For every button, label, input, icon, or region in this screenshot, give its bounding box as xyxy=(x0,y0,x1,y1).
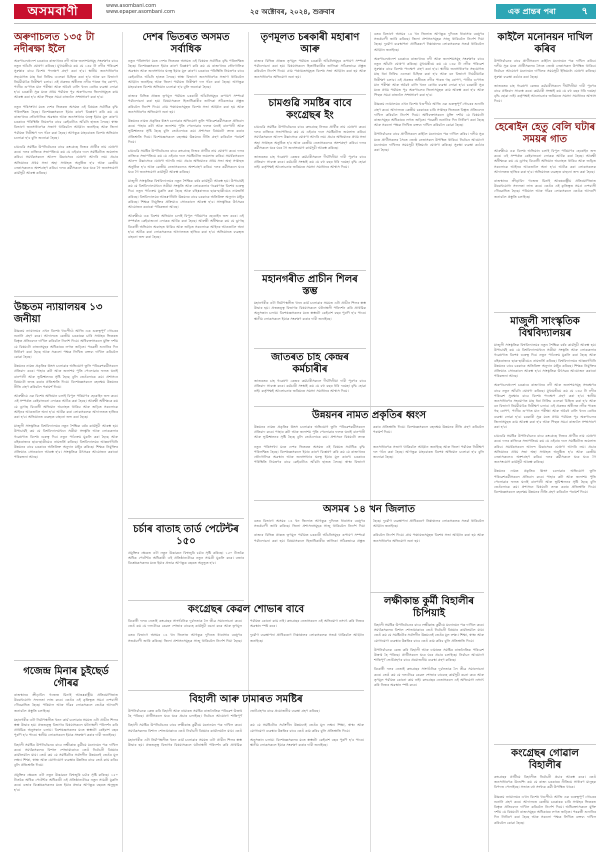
article-lakshmikanta xyxy=(374,596,484,692)
headline[interactable]: বিহালী আৰু ঢামাৰত সমষ্টিৰ xyxy=(189,694,303,705)
epaper-link[interactable]: www.epaper.asombani.com xyxy=(106,9,175,15)
article-body: আৰক্ষীয়ে এক বিশেষ অভিযান চলাই বিপুল পৰিমাণৰ হেৰোইন জব্দ কৰে। এই সম্পৰ্কত কেইবাজনো লোকক আটক কৰা হৈছে। আৰক্ষী অধীক্ষকে কয় যে ড্ৰাগছ বিৰোধী অভিযান অব্যাহত থাকিব আৰু জড়িত সকলোকে আইনৰ আওতালৈ অনা হ'ব। আটক কৰা লোকসকলক আদালতত হাজিৰ কৰা হ'ব। অভিযানত ব্যৱহৃত বাহনো জব্দ কৰা হৈছে। xyxy=(128,214,244,240)
headline[interactable]: চৰ্চাৰ বাতাহ তাৰ্ড পেটেন্টৰ ১৫০ xyxy=(133,524,239,547)
article-body: উন্নয়নৰ নামত প্ৰকৃতিৰ ধ্বংস চলোৱাৰ অভিযোগ তুলি পৰিৱেশকৰ্মীসকলে প্ৰতিবাদ কৰে। পাহাৰ কটা আৰু জলাশয় পুতি পেলোৱাৰ ফলত ঘনাই বানপানী আৰু ভূমিস্খলনৰ সৃষ্টি হৈছে বুলি তেওঁলোকে কয়। প্ৰশাসনে বিষয়টো তদন্ত কৰাৰ প্ৰতিশ্ৰুতি দিয়ে। বিশেষজ্ঞসকলে বহনক্ষম উন্নয়নৰ নীতি গ্ৰহণ কৰিবলৈ পৰামৰ্শ দিয়ে। xyxy=(128,119,244,144)
article-body: জাতৰতৰ চাহ গৱেষণা কেন্দ্ৰৰ কৰ্মচাৰীসকলে দীৰ্ঘদিনীয়া দাবী পূৰণৰ বাবে প্ৰতিবাদ সাব্যস্ত কৰে। কৰ্মচাৰী সংস্থাই কয় যে বহু বছৰ ধৰি দৰমহা বৃদ্ধি হোৱা নাই। কৰ্তৃপক্ষই আলোচনাৰ জৰিয়তে সমস্যা সমাধানৰ আশ্বাস দিয়ে। xyxy=(254,155,366,170)
article-heroin xyxy=(494,122,596,204)
divider xyxy=(254,348,366,349)
article-body: মাজুলী সাংস্কৃতিক বিশ্ববিদ্যালয়ৰ নতুন শৈক্ষিক বৰ্ষৰ কাৰ্যসূচী আৰম্ভ হয়। উপাচাৰ্যই কয় যে বিশ্ববিদ্যালয়খনে সত্ৰীয়া সংস্কৃতি আৰু লোককলাৰ গৱেষণাত বিশেষ গুৰুত্ব দিব। নতুন পাঠ্যক্ৰম মুকলি কৰা হৈছে আৰু বহিঃৰাজ্যৰ ছাত্ৰ-ছাত্ৰীয়েও নামভৰ্তি কৰিছে। বিশ্ববিদ্যালয়ৰ আন্তঃগাঁথনি উন্নয়নৰ বাবে চৰকাৰে অতিৰিক্ত অনুদান মঞ্জুৰ কৰিছে। শিক্ষক নিযুক্তিৰ প্ৰক্ৰিয়াও সোনকালে আৰম্ভ হ'ব। সাংস্কৃতিক উৎসৱৰ আয়োজন কৰাৰো পৰিকল্পনা আছে। xyxy=(14,424,118,460)
article-body: প্ৰযুক্তিৰ ক্ষেত্ৰত এটা নতুন উদ্ভাৱনে বিশ্বজুৰি চৰ্চাৰ সৃষ্টি কৰিছে। ১৫০ টাতকৈ অধিক পেটেন্টৰ অধিকাৰী এই প্ৰতিষ্ঠানটোৱে নতুন সামগ্ৰী মুকলি কৰে। বজাৰ বিশ্লেষকসকলৰ মতে ইয়াৰ প্ৰভাৱ আগন্তুক বছৰত অনুভূত হ'ব। xyxy=(14,772,118,793)
headline[interactable]: মাজুলী সাংস্কৃতিক বিশ্ববিদ্যালয়ৰ xyxy=(510,316,580,339)
article-trinamool xyxy=(254,32,366,84)
article-body: মাজুলী সাংস্কৃতিক বিশ্ববিদ্যালয়ৰ নতুন শৈক্ষিক বৰ্ষৰ কাৰ্যসূচী আৰম্ভ হয়। উপাচাৰ্যই কয় যে বিশ্ববিদ্যালয়খনে সত্ৰীয়া সংস্কৃতি আৰু লোককলাৰ গৱেষণাত বিশেষ গুৰুত্ব দিব। নতুন পাঠ্যক্ৰম মুকলি কৰা হৈছে আৰু বহিঃৰাজ্যৰ ছাত্ৰ-ছাত্ৰীয়েও নামভৰ্তি কৰিছে। বিশ্ববিদ্যালয়ৰ আন্তঃগাঁথনি উন্নয়নৰ বাবে চৰকাৰে অতিৰিক্ত অনুদান মঞ্জুৰ কৰিছে। শিক্ষক নিযুক্তিৰ প্ৰক্ৰিয়াও সোনকালে আৰম্ভ হ'ব। সাংস্কৃতিক উৎসৱৰ আয়োজন কৰাৰো পৰিকল্পনা আছে। xyxy=(128,179,244,210)
article-body: উচ্চতম ন্যায়ালয়ৰ এখন বিশেষ খণ্ডপীঠে আজি এক গুৰুত্বপূৰ্ণ গোচৰৰ শুনানি গ্ৰহণ কৰে। আদালতে কেন্দ্ৰীয় চৰকাৰক চাৰি সপ্তাহৰ ভিতৰত বিস্তৃত প্ৰতিবেদন দাখিল কৰিবলৈ নিৰ্দেশ দিয়ে। অধিবক্তাসকলে যুক্তি দৰ্শায় যে বিষয়টো ৰাজ্যসমূহৰ অধিকাৰৰ লগত জড়িত। পৰৱৰ্তী শুনানিৰ দিন নিৰ্ধাৰণ কৰা হৈছে আৰু সকলো পক্ষক লিখিত বক্তব্য দাখিল কৰিবলৈ কোৱা হৈছে। xyxy=(494,794,596,825)
article-body: বতৰ বিভাগে অসমৰ ১৪ খন জিলাত আগন্তুক দুদিনত ধাৰাসাৰ বৰষুণৰ সতৰ্কবাণী জাৰি কৰিছে। জিলা প্ৰশাসনসমূহক সাজু থাকিবলৈ নিৰ্দেশ দিয়া হৈছে। দুৰ্যোগ ব্যৱস্থাপনা প্ৰাধিকৰণে নিম্নাঞ্চলৰ লোকসকলক সতৰ্ক থাকিবলৈ আহ্বান জনাইছে। xyxy=(374,32,484,52)
divider xyxy=(254,500,484,501)
article-body: ৰাজ্যৰ বিভিন্ন প্ৰান্তত তৃণমূল পৰ্যায়ত চৰকাৰী আঁচনিসমূহৰ ৰূপায়ণ সম্পৰ্কে পৰ্যালোচনা কৰা হয়। বিষয়াসকলে হিতাধিকাৰীৰ তালিকা সঠিকভাৱে প্ৰস্তুত কৰিবলৈ নিৰ্দেশ দিয়ে। গ্ৰাম পঞ্চায়তসমূহত বিশেষ সভা আহ্বান কৰা হয় আৰু জনসাধাৰণৰ অভিযোগ শুনা হয়। xyxy=(128,94,244,114)
headline[interactable]: অসমৰ ১৪ খন জিলাত xyxy=(322,504,416,515)
headline[interactable]: উচ্চতম ন্যায়ালয়ৰ ১৩ জনীয়া xyxy=(14,302,103,325)
article-body: উচ্চতম ন্যায়ালয়ৰ এখন বিশেষ খণ্ডপীঠে আজি এক গুৰুত্বপূৰ্ণ গোচৰৰ শুনানি গ্ৰহণ কৰে। আদালতে কেন্দ্ৰীয় চৰকাৰক চাৰি সপ্তাহৰ ভিতৰত বিস্তৃত প্ৰতিবেদন দাখিল কৰিবলৈ নিৰ্দেশ দিয়ে। অধিবক্তাসকলে যুক্তি দৰ্শায় যে বিষয়টো ৰাজ্যসমূহৰ অধিকাৰৰ লগত জড়িত। পৰৱৰ্তী শুনানিৰ দিন নিৰ্ধাৰণ কৰা হৈছে আৰু সকলো পক্ষক লিখিত বক্তব্য দাখিল কৰিবলৈ কোৱা হৈছে। xyxy=(14,329,118,360)
website-link[interactable]: www.asombani.com xyxy=(106,3,157,9)
article-stone-pillar xyxy=(254,274,366,326)
article-nature-destruction xyxy=(254,410,484,469)
article-body: চামগুৱি সমষ্টিৰ উপনিৰ্বাচনৰ বাবে কংগ্ৰেছে নিজৰ প্ৰাৰ্থীৰ নাম ঘোষণা কৰে। দলৰ ৰাজ্যিক সভাপতিয়ে কয় যে এইবাৰ দলে সমষ্টিটোত জয়লাভ কৰিব। সমৰ্থকসকলে আনন্দ উল্লাসেৰে ঘোষণা আদৰি লয়। প্ৰচাৰ অভিযানৰ প্ৰথম সভা অহা সপ্তাহত অনুষ্ঠিত হ'ব আৰু কেন্দ্ৰীয় নেতাসকলেও অংশগ্ৰহণ কৰিব। দলৰ কৰ্মীসকলে ঘৰে ঘৰে গৈ জনসংযোগ কাৰ্যসূচী আৰম্ভ কৰিছে। xyxy=(128,149,244,174)
divider xyxy=(370,592,484,593)
article-body: আৰক্ষীয়ে এক বিশেষ অভিযান চলাই বিপুল পৰিমাণৰ হেৰোইন জব্দ কৰে। এই সম্পৰ্কত কেইবাজনো লোকক আটক কৰা হৈছে। আৰক্ষী অধীক্ষকে কয় যে ড্ৰাগছ বিৰোধী অভিযান অব্যাহত থাকিব আৰু জড়িত সকলোকে আইনৰ আওতালৈ অনা হ'ব। আটক কৰা লোকসকলক আদালতত হাজিৰ কৰা হ'ব। অভিযানত ব্যৱহৃত বাহনো জব্দ কৰা হৈছে। xyxy=(494,149,596,174)
article-col4-top xyxy=(374,32,484,157)
page-number: ৭ xyxy=(581,6,588,17)
article-body: উপনিৰ্বাচনক কেন্দ্ৰ কৰি বিহালী আৰু ঢামাৰত সমষ্টিৰ ৰাজনৈতিক পৰিৱেশ উত্তপ্ত হৈ পৰিছে। প্ৰাৰ্থীসকলে ঘৰে ঘৰে প্ৰচাৰ চলাইছে। নিৰ্বাচন আয়োগে শান্তিপূৰ্ণ ভোটগ্ৰহণৰ বাবে প্ৰয়োজনীয় ব্যৱস্থা গ্ৰহণ কৰিছে। xyxy=(374,647,484,663)
headline[interactable]: কংগ্ৰেছৰ কেৱল শোভাৰ বাবে xyxy=(187,604,305,615)
headline[interactable]: হেৰোইন হেতু বেলি ঘটাৰ সময়ৰ গাত xyxy=(494,122,596,145)
divider xyxy=(128,600,244,601)
article-body: অৰুণাচলপ্ৰদেশ চৰকাৰে ৰাজ্যখনৰ নদী আৰু জলাশয়সমূহ সংৰক্ষণৰ বাবে নতুন আঁচনি ঘোষণা কৰিছে। মুখ্যমন্ত্ৰীয়ে কয় যে ১৩৫ টা নদীৰ পৰিৱেশ সুৰক্ষাৰ বাবে বিশেষ পদক্ষেপ গ্ৰহণ কৰা হ'ব। স্থানীয় জনসাধাৰণৰ সহযোগত মাছ ধৰা নিষিদ্ধ এলেকা চিহ্নিত কৰা হ'ব আৰু বন বিভাগে নিয়মীয়াকৈ নিৰীক্ষণ চলাব। এই প্ৰকল্পৰ অধীনত নদীৰ পাৰত গছ ৰোপণ, পানীৰ গুণগত মান পৰীক্ষা আৰু অবৈধ বালি খনন ৰোধৰ ব্যৱস্থা লোৱা হ'ব। চৰকাৰী সূত্ৰ মতে প্ৰথম পৰ্যায়ত পূব অৰুণাচলৰ জিলাসমূহত কাম আৰম্ভ কৰা হ'ব আৰু পিছত সমগ্ৰ ৰাজ্যলৈ সম্প্ৰসাৰণ কৰা হ'ব। xyxy=(14,59,118,100)
headline[interactable]: তৃণমূলত চৰকাৰী মহাৰাণ আৰু xyxy=(260,32,360,55)
article-tea-staff xyxy=(254,352,366,399)
article-bihali-dhamar xyxy=(128,694,364,752)
header-rule xyxy=(14,23,596,24)
divider xyxy=(254,94,366,95)
article-body: মাজুলী সাংস্কৃতিক বিশ্ববিদ্যালয়ৰ নতুন শৈক্ষিক বৰ্ষৰ কাৰ্যসূচী আৰম্ভ হয়। উপাচাৰ্যই কয় যে বিশ্ববিদ্যালয়খনে সত্ৰীয়া সংস্কৃতি আৰু লোককলাৰ গৱেষণাত বিশেষ গুৰুত্ব দিব। নতুন পাঠ্যক্ৰম মুকলি কৰা হৈছে আৰু বহিঃৰাজ্যৰ ছাত্ৰ-ছাত্ৰীয়েও নামভৰ্তি কৰিছে। বিশ্ববিদ্যালয়ৰ আন্তঃগাঁথনি উন্নয়নৰ বাবে চৰকাৰে অতিৰিক্ত অনুদান মঞ্জুৰ কৰিছে। শিক্ষক নিযুক্তিৰ প্ৰক্ৰিয়াও সোনকালে আৰম্ভ হ'ব। সাংস্কৃতিক উৎসৱৰ আয়োজন কৰাৰো পৰিকল্পনা আছে। xyxy=(494,343,596,379)
article-body: উন্নয়নৰ নামত প্ৰকৃতিৰ ধ্বংস চলোৱাৰ অভিযোগ তুলি পৰিৱেশকৰ্মীসকলে প্ৰতিবাদ কৰে। পাহাৰ কটা আৰু জলাশয় পুতি পেলোৱাৰ ফলত ঘনাই বানপানী আৰু ভূমিস্খলনৰ সৃষ্টি হৈছে বুলি তেওঁলোকে কয়। প্ৰশাসনে বিষয়টো তদন্ত কৰাৰ প্ৰতিশ্ৰুতি দিয়ে। বিশেষজ্ঞসকলে বহনক্ষম উন্নয়নৰ নীতি গ্ৰহণ কৰিবলৈ পৰামৰ্শ দিয়ে। xyxy=(254,425,484,440)
article-body: নতুন পৰিসংখ্যা মতে দেশৰ ভিতৰত অসমত এই বিষয়ত সৰ্বাধিক বৃদ্ধি পৰিলক্ষিত হৈছে। বিশেষজ্ঞসকলে ইয়াৰ কাৰণ বিশ্লেষণ কৰি কয় যে ৰাজ্যখনৰ ভৌগোলিক অৱস্থান আৰু জনসংখ্যাৰ ঘনত্ব ইয়াৰ মূল কাৰণ। চৰকাৰে পৰিস্থিতি নিয়ন্ত্ৰণৰ বাবে কেইবাটাও আঁচনি হাতত লৈছে। স্বাস্থ্য বিভাগে জনসাধাৰণক সজাগ থাকিবলৈ আহ্বান জনাইছে আৰু জিলা পৰ্যায়ত নিৰীক্ষণ দল গঠন কৰা হৈছে। আগন্তুক মাহবোৰত বিশেষ অভিযান চলোৱা হ'ব বুলি জনোৱা হৈছে। xyxy=(254,444,484,465)
article-body: জাতৰতৰ চাহ গৱেষণা কেন্দ্ৰৰ কৰ্মচাৰীসকলে দীৰ্ঘদিনীয়া দাবী পূৰণৰ বাবে প্ৰতিবাদ সাব্যস্ত কৰে। কৰ্মচাৰী সংস্থাই কয় যে বহু বছৰ ধৰি দৰমহা বৃদ্ধি হোৱা নাই। কৰ্তৃপক্ষই আলোচনাৰ জৰিয়তে সমস্যা সমাধানৰ আশ্বাস দিয়ে। xyxy=(254,379,366,394)
divider xyxy=(494,118,596,119)
headline[interactable]: উন্নয়নৰ নামত প্ৰকৃতিৰ ধ্বংস xyxy=(312,410,426,421)
article-assam-highest xyxy=(128,32,244,244)
article-body: কংগ্ৰেছৰ প্ৰাৰ্থীয়ে বিহালীত নিৰ্বাচনী প্ৰচাৰ আৰম্ভ কৰে। তেওঁ জনসাধাৰণক উদ্দেশ্যি কয় যে ৰাজ্য চৰকাৰৰ নীতিয়ে সাধাৰণ মানুহক বিপদত পেলাইছে। সভাত বহু সংখ্যক কৰ্মী উপস্থিত থাকে। xyxy=(494,775,596,790)
headline[interactable]: গজেন্দ্ৰ মিনাৰ চুইছেৰ্ড গৌৰৱ xyxy=(23,666,109,689)
headline[interactable]: চামগুৱি সমষ্টিৰ বাবে কংগ্ৰেছৰ ইং xyxy=(268,98,352,121)
article-body: বতৰ বিভাগে অসমৰ ১৪ খন জিলাত আগন্তুক দুদিনত ধাৰাসাৰ বৰষুণৰ সতৰ্কবাণী জাৰি কৰিছে। জিলা প্ৰশাসনসমূহক সাজু থাকিবলৈ নিৰ্দেশ দিয়া হৈছে। দুৰ্যোগ ব্যৱস্থাপনা প্ৰাধিকৰণে নিম্নাঞ্চলৰ লোকসকলক সতৰ্ক থাকিবলৈ আহ্বান জনাইছে। xyxy=(128,633,364,643)
article-body: বিহালী সমষ্টিৰ উপনিৰ্বাচনৰ বাবে লক্ষীকান্ত কুৰ্মীয়ে মনোনয়ন পত্ৰ দাখিল কৰে। সমৰ্থকসকলৰ বিশাল শোভাযাত্ৰাৰে তেওঁ নিৰ্বাচনী বিষয়াৰ কাৰ্যালয়লৈ যায়। তেওঁ কয় যে সমষ্টিটোৰ সৰ্বাংগীন উন্নয়নেই তেওঁৰ মূল লক্ষ্য। শিক্ষা, স্বাস্থ্য আৰু যোগাযোগ ব্যৱস্থাৰ উন্নতিৰ বাবে তেওঁ কাম কৰিব বুলি প্ৰতিশ্ৰুতি দিয়ে। xyxy=(128,723,364,733)
divider xyxy=(494,744,596,745)
headline[interactable]: মহানগৰীত প্ৰাচীন শিলৰ স্তম্ভ xyxy=(262,274,358,297)
article-body: বিহালী সমষ্টিৰ উপনিৰ্বাচনৰ বাবে লক্ষীকান্ত কুৰ্মীয়ে মনোনয়ন পত্ৰ দাখিল কৰে। সমৰ্থকসকলৰ বিশাল শোভাযাত্ৰাৰে তেওঁ নিৰ্বাচনী বিষয়াৰ কাৰ্যালয়লৈ যায়। তেওঁ কয় যে সমষ্টিটোৰ সৰ্বাংগীন উন্নয়নেই তেওঁৰ মূল লক্ষ্য। শিক্ষা, স্বাস্থ্য আৰু যোগাযোগ ব্যৱস্থাৰ উন্নতিৰ বাবে তেওঁ কাম কৰিব বুলি প্ৰতিশ্ৰুতি দিয়ে। xyxy=(14,742,118,768)
article-congress-bihali xyxy=(494,748,596,830)
article-body: মহানগৰীৰ এটা নিৰ্মাণস্থলীত খনন কাৰ্য চলোৱাৰ সময়ত এটা প্ৰাচীন শিলৰ স্তম্ভ উদ্ধাৰ হয়। প্ৰত্নতত্ত্ব বিভাগৰ বিষয়াসকলে ঘটনাস্থলী পৰিদৰ্শন কৰি প্ৰাথমিক অনুসন্ধান চলায়। বিশেষজ্ঞসকলৰ মতে স্তম্ভটো কেইবাশ বছৰ পুৰণি হ'ব পাৰে। স্থানীয় লোকসকলে ইয়াক সংৰক্ষণ কৰাৰ দাবী জনাইছে। xyxy=(14,717,118,738)
article-body: চামগুৱি সমষ্টিৰ উপনিৰ্বাচনৰ বাবে কংগ্ৰেছে নিজৰ প্ৰাৰ্থীৰ নাম ঘোষণা কৰে। দলৰ ৰাজ্যিক সভাপতিয়ে কয় যে এইবাৰ দলে সমষ্টিটোত জয়লাভ কৰিব। সমৰ্থকসকলে আনন্দ উল্লাসেৰে ঘোষণা আদৰি লয়। প্ৰচাৰ অভিযানৰ প্ৰথম সভা অহা সপ্তাহত অনুষ্ঠিত হ'ব আৰু কেন্দ্ৰীয় নেতাসকলেও অংশগ্ৰহণ কৰিব। দলৰ কৰ্মীসকলে ঘৰে ঘৰে গৈ জনসংযোগ কাৰ্যসূচী আৰম্ভ কৰিছে। xyxy=(14,145,118,176)
issue-date: ২৫ অক্টোবৰ, ২০২৪, শুক্ৰবাৰ xyxy=(250,8,335,16)
article-body: ৰাজ্যৰ বিভিন্ন প্ৰান্তত তৃণমূল পৰ্যায়ত চৰকাৰী আঁচনিসমূহৰ ৰূপায়ণ সম্পৰ্কে পৰ্যালোচনা কৰা হয়। বিষয়াসকলে হিতাধিকাৰীৰ তালিকা সঠিকভাৱে প্ৰস্তুত কৰিবলৈ নিৰ্দেশ দিয়ে। গ্ৰাম পঞ্চায়তসমূহত বিশেষ সভা আহ্বান কৰা হয় আৰু জনসাধাৰণৰ অভিযোগ শুনা হয়। xyxy=(254,59,366,79)
article-body: উচ্চতম ন্যায়ালয়ৰ এখন বিশেষ খণ্ডপীঠে আজি এক গুৰুত্বপূৰ্ণ গোচৰৰ শুনানি গ্ৰহণ কৰে। আদালতে কেন্দ্ৰীয় চৰকাৰক চাৰি সপ্তাহৰ ভিতৰত বিস্তৃত প্ৰতিবেদন দাখিল কৰিবলৈ নিৰ্দেশ দিয়ে। অধিবক্তাসকলে যুক্তি দৰ্শায় যে বিষয়টো ৰাজ্যসমূহৰ অধিকাৰৰ লগত জড়িত। পৰৱৰ্তী শুনানিৰ দিন নিৰ্ধাৰণ কৰা হৈছে আৰু সকলো পক্ষক লিখিত বক্তব্য দাখিল কৰিবলৈ কোৱা হৈছে। xyxy=(374,102,484,128)
divider xyxy=(14,296,118,297)
page-section-badge xyxy=(496,4,596,19)
article-nomination xyxy=(494,32,596,109)
article-body: বতৰ বিভাগে অসমৰ ১৪ খন জিলাত আগন্তুক দুদিনত ধাৰাসাৰ বৰষুণৰ সতৰ্কবাণী জাৰি কৰিছে। জিলা প্ৰশাসনসমূহক সাজু থাকিবলৈ নিৰ্দেশ দিয়া হৈছে। দুৰ্যোগ ব্যৱস্থাপনা প্ৰাধিকৰণে নিম্নাঞ্চলৰ লোকসকলক সতৰ্ক থাকিবলৈ আহ্বান জনাইছে। xyxy=(254,519,484,529)
headline[interactable]: জাতৰত চাহ কেন্দ্ৰৰ কৰ্মচাৰীৰ xyxy=(271,352,349,375)
article-body: চামগুৱি সমষ্টিৰ উপনিৰ্বাচনৰ বাবে কংগ্ৰেছে নিজৰ প্ৰাৰ্থীৰ নাম ঘোষণা কৰে। দলৰ ৰাজ্যিক সভাপতিয়ে কয় যে এইবাৰ দলে সমষ্টিটোত জয়লাভ কৰিব। সমৰ্থকসকলে আনন্দ উল্লাসেৰে ঘোষণা আদৰি লয়। প্ৰচাৰ অভিযানৰ প্ৰথম সভা অহা সপ্তাহত অনুষ্ঠিত হ'ব আৰু কেন্দ্ৰীয় নেতাসকলেও অংশগ্ৰহণ কৰিব। দলৰ কৰ্মীসকলে ঘৰে ঘৰে গৈ জনসংযোগ কাৰ্যসূচী আৰম্ভ কৰিছে। xyxy=(494,434,596,465)
article-supreme-court xyxy=(14,302,118,465)
website-links xyxy=(106,3,175,15)
article-body: উন্নয়নৰ নামত প্ৰকৃতিৰ ধ্বংস চলোৱাৰ অভিযোগ তুলি পৰিৱেশকৰ্মীসকলে প্ৰতিবাদ কৰে। পাহাৰ কটা আৰু জলাশয় পুতি পেলোৱাৰ ফলত ঘনাই বানপানী আৰু ভূমিস্খলনৰ সৃষ্টি হৈছে বুলি তেওঁলোকে কয়। প্ৰশাসনে বিষয়টো তদন্ত কৰাৰ প্ৰতিশ্ৰুতি দিয়ে। বিশেষজ্ঞসকলে বহনক্ষম উন্নয়নৰ নীতি গ্ৰহণ কৰিবলৈ পৰামৰ্শ দিয়ে। xyxy=(14,364,118,390)
article-chamaguri xyxy=(254,98,366,175)
divider xyxy=(14,660,118,661)
divider xyxy=(254,406,484,407)
divider xyxy=(494,312,596,313)
article-body: উপনিৰ্বাচনক কেন্দ্ৰ কৰি বিহালী আৰু ঢামাৰত সমষ্টিৰ ৰাজনৈতিক পৰিৱেশ উত্তপ্ত হৈ পৰিছে। প্ৰাৰ্থীসকলে ঘৰে ঘৰে প্ৰচাৰ চলাইছে। নিৰ্বাচন আয়োগে শান্তিপূৰ্ণ ভোটগ্ৰহণৰ বাবে প্ৰয়োজনীয় ব্যৱস্থা গ্ৰহণ কৰিছে। xyxy=(128,709,320,719)
article-body: ৰাজস্থানৰ ক্ৰীড়াবিদ গজেন্দ্ৰ মিনাই আন্তঃৰাষ্ট্ৰীয় প্ৰতিযোগিতাত উল্লেখযোগ্য সফলতা লাভ কৰে। তেওঁৰ এই কৃতিত্বত সমগ্ৰ দেশবাসী গৌৰৱান্বিত হৈছে। পৰিয়াল আৰু গাঁৱৰ লোকসকলে তেওঁক আদৰণি জনাবলৈ প্ৰস্তুতি চলাইছে। xyxy=(14,693,118,713)
article-body: বিহালী সমষ্টিৰ উপনিৰ্বাচনৰ বাবে লক্ষীকান্ত কুৰ্মীয়ে মনোনয়ন পত্ৰ দাখিল কৰে। সমৰ্থকসকলৰ বিশাল শোভাযাত্ৰাৰে তেওঁ নিৰ্বাচনী বিষয়াৰ কাৰ্যালয়লৈ যায়। তেওঁ কয় যে সমষ্টিটোৰ সৰ্বাংগীন উন্নয়নেই তেওঁৰ মূল লক্ষ্য। শিক্ষা, স্বাস্থ্য আৰু যোগাযোগ ব্যৱস্থাৰ উন্নতিৰ বাবে তেওঁ কাম কৰিব বুলি প্ৰতিশ্ৰুতি দিয়ে। xyxy=(374,623,484,643)
article-body: প্ৰযুক্তিৰ ক্ষেত্ৰত এটা নতুন উদ্ভাৱনে বিশ্বজুৰি চৰ্চাৰ সৃষ্টি কৰিছে। ১৫০ টাতকৈ অধিক পেটেন্টৰ অধিকাৰী এই প্ৰতিষ্ঠানটোৱে নতুন সামগ্ৰী মুকলি কৰে। বজাৰ বিশ্লেষকসকলৰ মতে ইয়াৰ প্ৰভাৱ আগন্তুক বছৰত অনুভূত হ'ব। xyxy=(128,551,244,566)
article-body: নতুন পৰিসংখ্যা মতে দেশৰ ভিতৰত অসমত এই বিষয়ত সৰ্বাধিক বৃদ্ধি পৰিলক্ষিত হৈছে। বিশেষজ্ঞসকলে ইয়াৰ কাৰণ বিশ্লেষণ কৰি কয় যে ৰাজ্যখনৰ ভৌগোলিক অৱস্থান আৰু জনসংখ্যাৰ ঘনত্ব ইয়াৰ মূল কাৰণ। চৰকাৰে পৰিস্থিতি নিয়ন্ত্ৰণৰ বাবে কেইবাটাও আঁচনি হাতত লৈছে। স্বাস্থ্য বিভাগে জনসাধাৰণক সজাগ থাকিবলৈ আহ্বান জনাইছে আৰু জিলা পৰ্যায়ত নিৰীক্ষণ দল গঠন কৰা হৈছে। আগন্তুক মাহবোৰত বিশেষ অভিযান চলোৱা হ'ব বুলি জনোৱা হৈছে। xyxy=(128,59,244,90)
headline[interactable]: কংগ্ৰেছৰ গোৱাল বিহালীৰ xyxy=(511,748,579,771)
article-body: জাতৰতৰ চাহ গৱেষণা কেন্দ্ৰৰ কৰ্মচাৰীসকলে দীৰ্ঘদিনীয়া দাবী পূৰণৰ বাবে প্ৰতিবাদ সাব্যস্ত কৰে। কৰ্মচাৰী সংস্থাই কয় যে বহু বছৰ ধৰি দৰমহা বৃদ্ধি হোৱা নাই। কৰ্তৃপক্ষই আলোচনাৰ জৰিয়তে সমস্যা সমাধানৰ আশ্বাস দিয়ে। xyxy=(494,83,596,104)
headline[interactable]: কাইলৈ মনোনয়ন দাখিল কৰিব xyxy=(497,32,593,55)
masthead xyxy=(0,0,610,24)
headline[interactable]: অৰুণাচলত ১৩৫ টা নদীৰক্ষা ইলৈ xyxy=(14,32,95,55)
article-body: আৰক্ষীয়ে এক বিশেষ অভিযান চলাই বিপুল পৰিমাণৰ হেৰোইন জব্দ কৰে। এই সম্পৰ্কত কেইবাজনো লোকক আটক কৰা হৈছে। আৰক্ষী অধীক্ষকে কয় যে ড্ৰাগছ বিৰোধী অভিযান অব্যাহত থাকিব আৰু জড়িত সকলোকে আইনৰ আওতালৈ অনা হ'ব। আটক কৰা লোকসকলক আদালতত হাজিৰ কৰা হ'ব। অভিযানত ব্যৱহৃত বাহনো জব্দ কৰা হৈছে। xyxy=(14,394,118,420)
article-body: মহানগৰীৰ এটা নিৰ্মাণস্থলীত খনন কাৰ্য চলোৱাৰ সময়ত এটা প্ৰাচীন শিলৰ স্তম্ভ উদ্ধাৰ হয়। প্ৰত্নতত্ত্ব বিভাগৰ বিষয়াসকলে ঘটনাস্থলী পৰিদৰ্শন কৰি প্ৰাথমিক অনুসন্ধান চলায়। বিশেষজ্ঞসকলৰ মতে স্তম্ভটো কেইবাশ বছৰ পুৰণি হ'ব পাৰে। স্থানীয় লোকসকলে ইয়াক সংৰক্ষণ কৰাৰ দাবী জনাইছে। xyxy=(254,301,366,321)
article-body: অৰুণাচলপ্ৰদেশ চৰকাৰে ৰাজ্যখনৰ নদী আৰু জলাশয়সমূহ সংৰক্ষণৰ বাবে নতুন আঁচনি ঘোষণা কৰিছে। মুখ্যমন্ত্ৰীয়ে কয় যে ১৩৫ টা নদীৰ পৰিৱেশ সুৰক্ষাৰ বাবে বিশেষ পদক্ষেপ গ্ৰহণ কৰা হ'ব। স্থানীয় জনসাধাৰণৰ সহযোগত মাছ ধৰা নিষিদ্ধ এলেকা চিহ্নিত কৰা হ'ব আৰু বন বিভাগে নিয়মীয়াকৈ নিৰীক্ষণ চলাব। এই প্ৰকল্পৰ অধীনত নদীৰ পাৰত গছ ৰোপণ, পানীৰ গুণগত মান পৰীক্ষা আৰু অবৈধ বালি খনন ৰোধৰ ব্যৱস্থা লোৱা হ'ব। চৰকাৰী সূত্ৰ মতে প্ৰথম পৰ্যায়ত পূব অৰুণাচলৰ জিলাসমূহত কাম আৰম্ভ কৰা হ'ব আৰু পিছত সমগ্ৰ ৰাজ্যলৈ সম্প্ৰসাৰণ কৰা হ'ব। xyxy=(494,383,596,430)
article-body: ৰাজ্যৰ বিভিন্ন প্ৰান্তত তৃণমূল পৰ্যায়ত চৰকাৰী আঁচনিসমূহৰ ৰূপায়ণ সম্পৰ্কে পৰ্যালোচনা কৰা হয়। বিষয়াসকলে হিতাধিকাৰীৰ তালিকা সঠিকভাৱে প্ৰস্তুত কৰিবলৈ নিৰ্দেশ দিয়ে। গ্ৰাম পঞ্চায়তসমূহত বিশেষ সভা আহ্বান কৰা হয় আৰু জনসাধাৰণৰ অভিযোগ শুনা হয়। xyxy=(254,533,484,543)
article-majuli-university xyxy=(494,316,596,499)
article-body: উপনিৰ্বাচনৰ বাবে প্ৰাৰ্থীসকলে কাইলৈ মনোনয়ন পত্ৰ দাখিল কৰিব। দলীয় সূত্ৰ মতে প্ৰাৰ্থীসকলৰ সৈতে জ্যেষ্ঠ নেতাসকল উপস্থিত থাকিব। নিৰ্বাচন আয়োগে মনোনয়ন দাখিলৰ সময়সূচী ইতিমধ্যে ঘোষণা কৰিছে। সুৰক্ষা ব্যৱস্থা কঠোৰ কৰা হৈছে। xyxy=(494,59,596,79)
divider xyxy=(128,690,364,691)
divider xyxy=(128,518,244,519)
article-body: বিৰোধী দলৰ নেতাই কংগ্ৰেছৰ সাংগঠনিক দুৰ্বলতাক লৈ তীব্ৰ সমালোচনা কৰে। তেওঁ কয় যে দলটোৱে কেৱল শোভাৰ বাবেহে কাৰ্যসূচী ৰচনা কৰে আৰু তৃণমূল পৰ্যায়ত কোনো কাম নাই। কংগ্ৰেছৰ নেতাসকলে এই অভিযোগ নস্যাৎ কৰি নিজৰ অৱস্থান স্পষ্ট কৰে। xyxy=(128,619,364,629)
column-divider xyxy=(122,32,123,852)
divider xyxy=(254,270,366,271)
article-body: ৰাজস্থানৰ ক্ৰীড়াবিদ গজেন্দ্ৰ মিনাই আন্তঃৰাষ্ট্ৰীয় প্ৰতিযোগিতাত উল্লেখযোগ্য সফলতা লাভ কৰে। তেওঁৰ এই কৃতিত্বত সমগ্ৰ দেশবাসী গৌৰৱান্বিত হৈছে। পৰিয়াল আৰু গাঁৱৰ লোকসকলে তেওঁক আদৰণি জনাবলৈ প্ৰস্তুতি চলাইছে। xyxy=(494,179,596,199)
article-body: নতুন পৰিসংখ্যা মতে দেশৰ ভিতৰত অসমত এই বিষয়ত সৰ্বাধিক বৃদ্ধি পৰিলক্ষিত হৈছে। বিশেষজ্ঞসকলে ইয়াৰ কাৰণ বিশ্লেষণ কৰি কয় যে ৰাজ্যখনৰ ভৌগোলিক অৱস্থান আৰু জনসংখ্যাৰ ঘনত্ব ইয়াৰ মূল কাৰণ। চৰকাৰে পৰিস্থিতি নিয়ন্ত্ৰণৰ বাবে কেইবাটাও আঁচনি হাতত লৈছে। স্বাস্থ্য বিভাগে জনসাধাৰণক সজাগ থাকিবলৈ আহ্বান জনাইছে আৰু জিলা পৰ্যায়ত নিৰীক্ষণ দল গঠন কৰা হৈছে। আগন্তুক মাহবোৰত বিশেষ অভিযান চলোৱা হ'ব বুলি জনোৱা হৈছে। xyxy=(14,104,118,140)
headline[interactable]: লক্ষীকান্ত কুৰ্মী বিহালীৰ চিপিয়াই xyxy=(383,596,475,619)
section-label: এক প্ৰান্তৰ পৰা xyxy=(508,7,556,16)
article-body: চামগুৱি সমষ্টিৰ উপনিৰ্বাচনৰ বাবে কংগ্ৰেছে নিজৰ প্ৰাৰ্থীৰ নাম ঘোষণা কৰে। দলৰ ৰাজ্যিক সভাপতিয়ে কয় যে এইবাৰ দলে সমষ্টিটোত জয়লাভ কৰিব। সমৰ্থকসকলে আনন্দ উল্লাসেৰে ঘোষণা আদৰি লয়। প্ৰচাৰ অভিযানৰ প্ৰথম সভা অহা সপ্তাহত অনুষ্ঠিত হ'ব আৰু কেন্দ্ৰীয় নেতাসকলেও অংশগ্ৰহণ কৰিব। দলৰ কৰ্মীসকলে ঘৰে ঘৰে গৈ জনসংযোগ কাৰ্যসূচী আৰম্ভ কৰিছে। xyxy=(254,125,366,150)
article-body: বিৰোধী দলৰ নেতাই কংগ্ৰেছৰ সাংগঠনিক দুৰ্বলতাক লৈ তীব্ৰ সমালোচনা কৰে। তেওঁ কয় যে দলটোৱে কেৱল শোভাৰ বাবেহে কাৰ্যসূচী ৰচনা কৰে আৰু তৃণমূল পৰ্যায়ত কোনো কাম নাই। কংগ্ৰেছৰ নেতাসকলে এই অভিযোগ নস্যাৎ কৰি নিজৰ অৱস্থান স্পষ্ট কৰে। xyxy=(374,667,484,688)
column-divider xyxy=(488,32,489,852)
newspaper-logo[interactable]: অসমবাণী xyxy=(14,4,92,19)
headline[interactable]: দেশৰ ভিতৰত অসমত সৰ্বাধিক xyxy=(142,32,230,55)
article-gajendra-mina xyxy=(14,666,118,797)
article-body: মহানগৰীৰ এটা নিৰ্মাণস্থলীত খনন কাৰ্য চলোৱাৰ সময়ত এটা প্ৰাচীন শিলৰ স্তম্ভ উদ্ধাৰ হয়। প্ৰত্নতত্ত্ব বিভাগৰ বিষয়াসকলে ঘটনাস্থলী পৰিদৰ্শন কৰি প্ৰাথমিক অনুসন্ধান চলায়। বিশেষজ্ঞসকলৰ মতে স্তম্ভটো কেইবাশ বছৰ পুৰণি হ'ব পাৰে। স্থানীয় লোকসকলে ইয়াক সংৰক্ষণ কৰাৰ দাবী জনাইছে। xyxy=(128,737,364,748)
article-body: অৰুণাচলপ্ৰদেশ চৰকাৰে ৰাজ্যখনৰ নদী আৰু জলাশয়সমূহ সংৰক্ষণৰ বাবে নতুন আঁচনি ঘোষণা কৰিছে। মুখ্যমন্ত্ৰীয়ে কয় যে ১৩৫ টা নদীৰ পৰিৱেশ সুৰক্ষাৰ বাবে বিশেষ পদক্ষেপ গ্ৰহণ কৰা হ'ব। স্থানীয় জনসাধাৰণৰ সহযোগত মাছ ধৰা নিষিদ্ধ এলেকা চিহ্নিত কৰা হ'ব আৰু বন বিভাগে নিয়মীয়াকৈ নিৰীক্ষণ চলাব। এই প্ৰকল্পৰ অধীনত নদীৰ পাৰত গছ ৰোপণ, পানীৰ গুণগত মান পৰীক্ষা আৰু অবৈধ বালি খনন ৰোধৰ ব্যৱস্থা লোৱা হ'ব। চৰকাৰী সূত্ৰ মতে প্ৰথম পৰ্যায়ত পূব অৰুণাচলৰ জিলাসমূহত কাম আৰম্ভ কৰা হ'ব আৰু পিছত সমগ্ৰ ৰাজ্যলৈ সম্প্ৰসাৰণ কৰা হ'ব। xyxy=(374,56,484,98)
article-arunachal-rivers xyxy=(14,32,118,180)
article-congress-show xyxy=(128,604,364,648)
article-patents xyxy=(128,524,244,571)
article-body: উপনিৰ্বাচনৰ বাবে প্ৰাৰ্থীসকলে কাইলৈ মনোনয়ন পত্ৰ দাখিল কৰিব। দলীয় সূত্ৰ মতে প্ৰাৰ্থীসকলৰ সৈতে জ্যেষ্ঠ নেতাসকল উপস্থিত থাকিব। নিৰ্বাচন আয়োগে মনোনয়ন দাখিলৰ সময়সূচী ইতিমধ্যে ঘোষণা কৰিছে। সুৰক্ষা ব্যৱস্থা কঠোৰ কৰা হৈছে। xyxy=(374,132,484,153)
article-body: উন্নয়নৰ নামত প্ৰকৃতিৰ ধ্বংস চলোৱাৰ অভিযোগ তুলি পৰিৱেশকৰ্মীসকলে প্ৰতিবাদ কৰে। পাহাৰ কটা আৰু জলাশয় পুতি পেলোৱাৰ ফলত ঘনাই বানপানী আৰু ভূমিস্খলনৰ সৃষ্টি হৈছে বুলি তেওঁলোকে কয়। প্ৰশাসনে বিষয়টো তদন্ত কৰাৰ প্ৰতিশ্ৰুতি দিয়ে। বিশেষজ্ঞসকলে বহনক্ষম উন্নয়নৰ নীতি গ্ৰহণ কৰিবলৈ পৰামৰ্শ দিয়ে। xyxy=(494,469,596,495)
article-14-districts xyxy=(254,504,484,548)
